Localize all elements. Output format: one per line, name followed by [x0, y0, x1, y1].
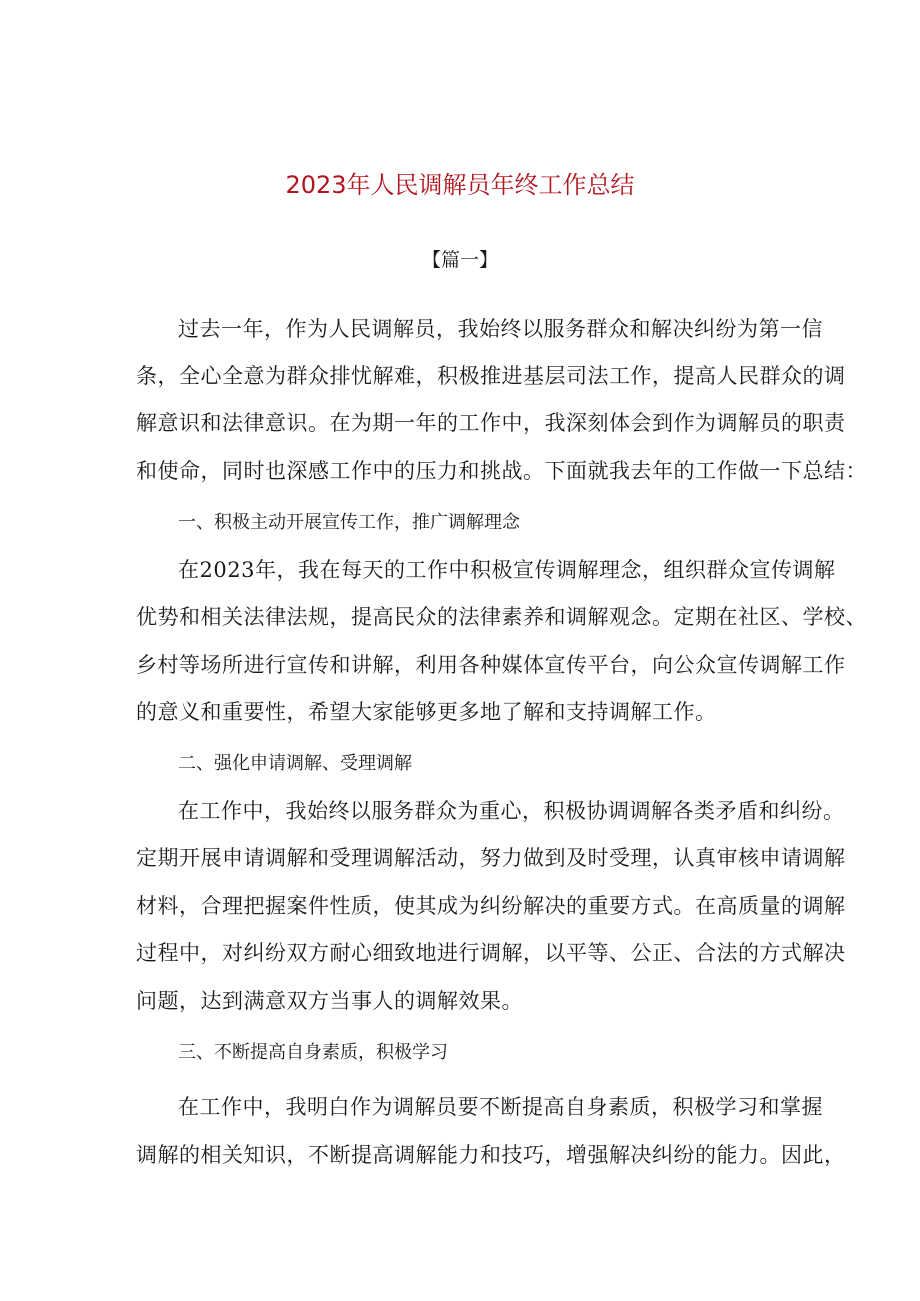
body-line: 在2023年，我在每天的工作中积极宣传调解理念，组织群众宣传调解: [178, 558, 836, 582]
section-tag: 【篇一】: [421, 249, 498, 271]
body-line: 调解的相关知识，不断提高调解能力和技巧，增强解决纠纷的能力。因此，: [136, 1143, 846, 1167]
intro-line: 条，全心全意为群众排忧解难，积极推进基层司法工作，提高人民群众的调: [136, 364, 846, 388]
body-line: 材料，合理把握案件性质，使其成为纠纷解决的重要方式。在高质量的调解: [136, 894, 846, 918]
document-title: 2023年人民调解员年终工作总结: [285, 171, 635, 199]
body-line: 问题，达到满意双方当事人的调解效果。: [136, 989, 523, 1013]
section-heading: 一、积极主动开展宣传工作，推广调解理念: [178, 512, 520, 533]
body-line: 的意义和重要性，希望大家能够更多地了解和支持调解工作。: [136, 700, 717, 724]
section-heading: 二、强化申请调解、受理调解: [178, 753, 412, 774]
body-line: 乡村等场所进行宣传和讲解，利用各种媒体宣传平台，向公众宣传调解工作: [136, 653, 846, 677]
section-heading: 三、不断提高自身素质，积极学习: [178, 1042, 448, 1063]
body-line: 在工作中，我明白作为调解员要不断提高自身素质，积极学习和掌握: [178, 1095, 823, 1119]
intro-line: 过去一年，作为人民调解员，我始终以服务群众和解决纠纷为第一信: [178, 317, 823, 341]
body-line: 在工作中，我始终以服务群众为重心，积极协调调解各类矛盾和纠纷。: [178, 799, 845, 823]
body-line: 优势和相关法律法规，提高民众的法律素养和调解观念。定期在社区、学校、: [136, 605, 867, 629]
intro-line: 解意识和法律意识。在为期一年的工作中，我深刻体会到作为调解员的职责: [136, 411, 846, 435]
body-line: 定期开展申请调解和受理调解活动，努力做到及时受理，认真审核申请调解: [136, 846, 846, 870]
body-line: 过程中，对纠纷双方耐心细致地进行调解，以平等、公正、合法的方式解决: [136, 941, 846, 965]
intro-line: 和使命，同时也深感工作中的压力和挑战。下面就我去年的工作做一下总结：: [136, 459, 867, 483]
